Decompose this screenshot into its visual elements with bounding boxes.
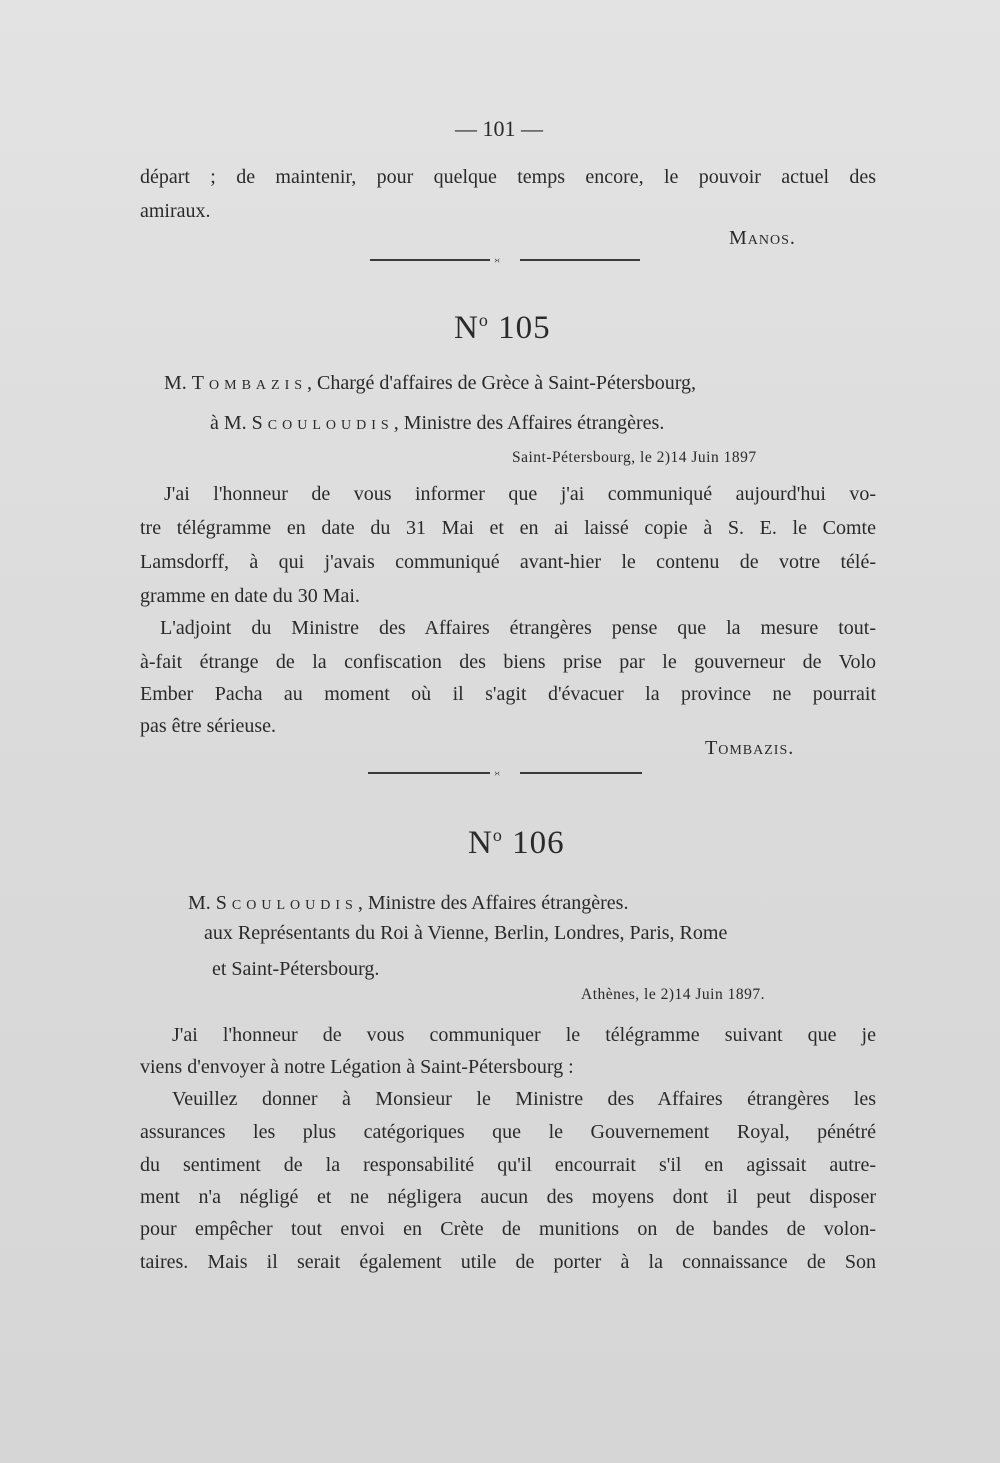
intro-line-2: amiraux. — [140, 200, 211, 222]
document-number-106: $N^o$ 106 — [468, 825, 565, 861]
doc105-para2-line3: Ember Pacha au moment où il s'agit d'évacuer la province ne pourrait — [140, 683, 876, 705]
doc105-recipient-line: à M. Scouloudis, Ministre des Affaires étrangères. — [210, 412, 665, 434]
doc106-para1-line2: viens d'envoyer à notre Légation à Saint-Pétersbourg : — [140, 1056, 574, 1078]
doc106-para2-line4: ment n'a négligé et ne négligera aucun des moyens dont il peut disposer — [140, 1186, 876, 1208]
doc105-para2-line2: à-fait étrange de la confiscation des biens prise par le gouverneur de Volo — [140, 651, 876, 673]
doc105-para2-line1: L'adjoint du Ministre des Affaires étrangères pense que la mesure tout- — [160, 617, 876, 639]
doc105-para1-line4: gramme en date du 30 Mai. — [140, 585, 360, 607]
document-number-105: $N^o$ 105 — [454, 310, 551, 346]
doc106-para1-line1: J'ai l'honneur de vous communiquer le télégramme suivant que je — [172, 1024, 876, 1046]
doc106-para2-line1: Veuillez donner à Monsieur le Ministre des Affaires étrangères les — [172, 1088, 876, 1110]
page-number: — 101 — — [455, 116, 543, 141]
doc106-para2-line2: assurances les plus catégoriques que le Gouvernement Royal, pénétré — [140, 1121, 876, 1143]
doc106-sender-line: M. Scouloudis, Ministre des Affaires étrangères. — [188, 892, 629, 914]
doc106-para2-line5: pour empêcher tout envoi en Crète de munitions on de bandes de volon- — [140, 1218, 876, 1240]
doc105-para1-line3: Lamsdorff, à qui j'avais communiqué avant-hier le contenu de votre télé- — [140, 551, 876, 573]
doc105-dateline: Saint-Pétersbourg, le 2)14 Juin 1897 — [512, 449, 757, 466]
doc106-para2-line6: taires. Mais il serait également utile de porter à la connaissance de Son — [140, 1251, 876, 1273]
doc106-recipient-line-1: aux Représentants du Roi à Vienne, Berlin, Londres, Paris, Rome — [204, 922, 728, 944]
doc105-para1-line2: tre télégramme en date du 31 Mai et en ai laissé copie à S. E. le Comte — [140, 517, 876, 539]
intro-line-1: départ ; de maintenir, pour quelque temps encore, le pouvoir actuel des — [140, 166, 876, 188]
doc106-para2-line3: du sentiment de la responsabilité qu'il encourrait s'il en agissait autre- — [140, 1154, 876, 1176]
doc106-recipient-line-2: et Saint-Pétersbourg. — [212, 958, 380, 980]
doc105-sender-line: M. Tombazis, Chargé d'affaires de Grèce à Saint-Pétersbourg, — [164, 372, 697, 394]
section-divider-1: ›‹ — [370, 254, 640, 266]
section-divider-2: ›‹ — [368, 767, 642, 779]
intro-signature: Manos. — [729, 227, 796, 249]
doc105-para2-line4: pas être sérieuse. — [140, 715, 277, 737]
doc105-para1-line1: J'ai l'honneur de vous informer que j'ai communiqué aujourd'hui vo- — [164, 483, 876, 505]
doc106-dateline: Athènes, le 2)14 Juin 1897. — [581, 986, 765, 1003]
doc105-signature: Tombazis. — [705, 737, 795, 759]
